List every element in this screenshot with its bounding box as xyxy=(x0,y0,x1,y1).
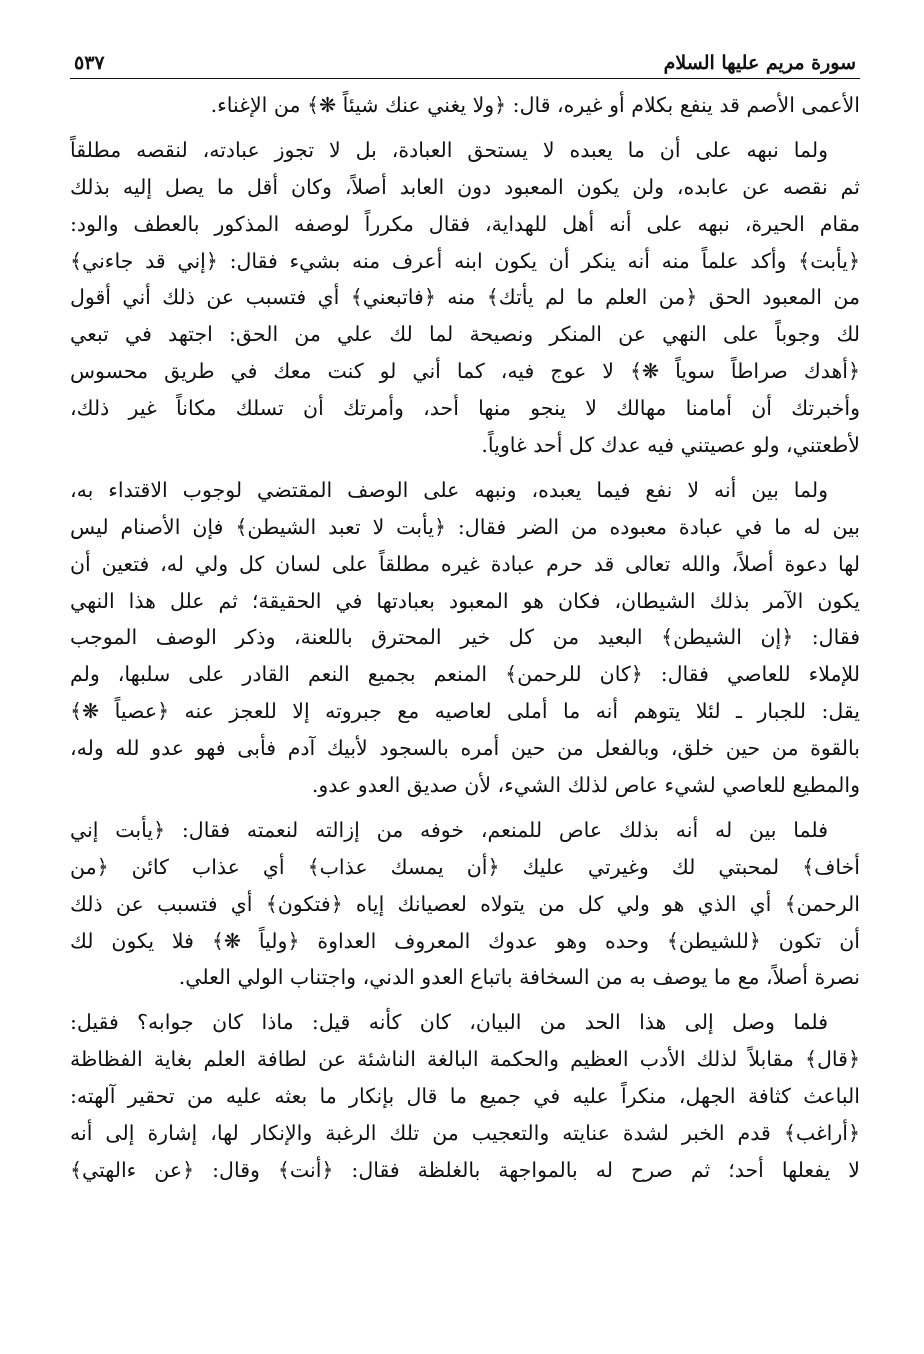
text-line: أن تكون ﴿للشيطن﴾ وحده وهو عدوك المعروف العداوة ﴿ولياً ❋﴾ فلا يكون لك xyxy=(70,928,860,953)
text-line: ﴿أراغب﴾ قدم الخبر لشدة عنايته والتعجيب من تلك الرغبة والإنكار لها، إشارة إلى أنه xyxy=(70,1121,860,1146)
text-line: يكون الآمر بذلك الشيطان، فكان هو المعبود بعبادتها في الحقيقة؛ ثم علل هذا النهي xyxy=(70,588,860,613)
text-line: فلما وصل إلى هذا الحد من البيان، كان كأنه قيل: ماذا كان جوابه؟ فقيل: xyxy=(70,1010,828,1035)
text-line: فلما بين له أنه بذلك عاص للمنعم، خوفه من إزالته لنعمته فقال: ﴿يأبت إني xyxy=(70,817,828,842)
text-line: الرحمن﴾ أي الذي هو ولي كل من يتولاه لعصيانك إياه ﴿فتكون﴾ أي فتسبب عن ذلك xyxy=(70,891,860,916)
text-line: مقام الحيرة، نبهه على أنه أهل للهداية، فقال مكرراً لوصفه المذكور بالعطف والود: xyxy=(70,211,860,236)
text-line: فقال: ﴿إن الشيطن﴾ البعيد من كل خير المحترق باللعنة، وذكر الوصف الموجب xyxy=(70,625,860,650)
text-line: أخاف﴾ لمحبتي لك وغيرتي عليك ﴿أن يمسك عذاب﴾ أي عذاب كائن ﴿من xyxy=(70,854,860,879)
page-number: ٥٣٧ xyxy=(74,52,105,74)
text-line: وأخبرتك أن أمامنا مهالك لا ينجو منها أحد، وأمرتك أن تسلك مكاناً غير ذلك، xyxy=(70,396,860,421)
text-line: الأعمى الأصم قد ينفع بكلام أو غيره، قال: ﴿ولا يغني عنك شيئاً ❋﴾ من الإغناء. xyxy=(210,93,860,117)
text-line: للإملاء للعاصي فقال: ﴿كان للرحمن﴾ المنعم بجميع النعم القادر على سلبها، ولم xyxy=(70,662,860,687)
text-line: ثم نقصه عن عابده، ولن يكون المعبود دون العابد أصلاً، وكان أقل ما يصل إليه بذلك xyxy=(70,174,860,199)
text-line: ﴿قال﴾ مقابلاً لذلك الأدب العظيم والحكمة البالغة الناشئة عن لطافة العلم بغاية الفظاظة xyxy=(70,1047,860,1072)
text-line: ولما نبهه على أن ما يعبده لا يستحق العبادة، بل لا تجوز عبادته، لنقصه مطلقاً xyxy=(70,137,828,162)
text-line: الباعث كثافة الجهل، منكراً عليه في جميع ما قال بإنكار ما بعثه عليه من تحقير آلهته: xyxy=(70,1084,860,1109)
text-line: لك وجوباً على النهي عن المنكر ونصيحة لما لك علي من الحق: اجتهد في تبعي xyxy=(70,322,860,347)
text-line: ﴿أهدك صراطاً سوياً ❋﴾ لا عوج فيه، كما أني لو كنت معك في طريق محسوس xyxy=(70,359,860,384)
text-line: يقل: للجبار ـ لئلا يتوهم أنه ما أملى لعاصيه مع جبروته إلا للعجز عنه ﴿عصياً ❋﴾ xyxy=(70,699,860,724)
page-body xyxy=(70,87,860,1189)
text-line: نصرة أصلاً، مع ما يوصف به من السخافة باتباع العدو الدني، واجتناب الولي العلي. xyxy=(178,965,860,990)
text-line: بين له ما في عبادة معبوده من الضر فقال: ﴿يأبت لا تعبد الشيطن﴾ فإن الأصنام ليس xyxy=(70,514,860,539)
text-line: لا يفعلها أحد؛ ثم صرح له بالمواجهة بالغلظة فقال: ﴿أنت﴾ وقال: ﴿عن ءالهتي﴾ xyxy=(70,1157,860,1182)
text-line: والمطيع للعاصي لشيء عاص لذلك الشيء، لأن صديق العدو عدو. xyxy=(311,773,860,798)
text-line: لأطعتني، ولو عصيتني فيه عدك كل أحد غاوياً. xyxy=(481,433,860,458)
page-header xyxy=(70,52,860,79)
text-line: لها دعوة أصلاً، والله تعالى قد حرم عبادة غيره مطلقاً على لسان كل ولي له، فتعين أن xyxy=(70,551,860,576)
text-line: من المعبود الحق ﴿من العلم ما لم يأتك﴾ منه ﴿فاتبعني﴾ أي فتسبب عن ذلك أني أقول xyxy=(70,285,860,310)
text-line: بالقوة من حين خلق، وبالفعل من حين أمره بالسجود لأبيك آدم فأبى فهو عدو لله وله، xyxy=(70,736,860,761)
surah-title: سورة مريم عليها السلام xyxy=(663,52,856,74)
text-line: ولما بين أنه لا نفع فيما يعبده، ونبهه على الوصف المقتضي لوجوب الاقتداء به، xyxy=(70,477,828,502)
book-page xyxy=(70,52,860,1189)
text-line: ﴿يأبت﴾ وأكد علماً منه أنه ينكر أن يكون ابنه أعرف منه بشيء فقال: ﴿إني قد جاءني﴾ xyxy=(70,248,860,273)
